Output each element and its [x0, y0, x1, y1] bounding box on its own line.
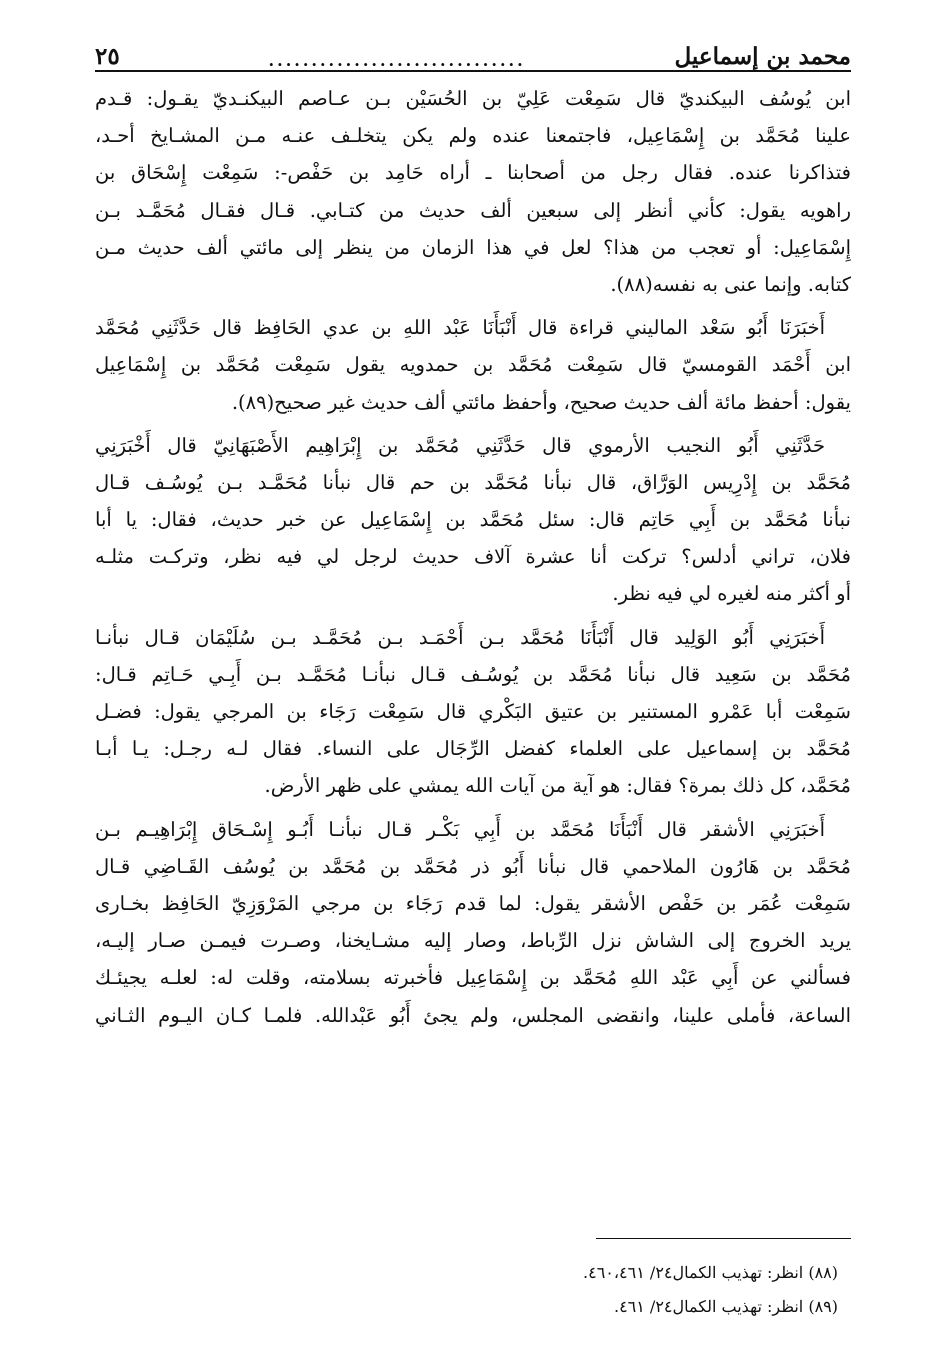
page-header — [95, 30, 851, 72]
text-line: فسألني عن أَبِي عَبْد اللهِ مُحَمَّد بن إِسْمَاعِيل فأخبرته بسلامته، وقلت له: لعلـه يجيئـك — [95, 966, 851, 990]
footnotes — [95, 1256, 838, 1324]
text-line: مُحَمَّد بن سَعِيد قال نبأنا مُحَمَّد بن يُوسُـف قـال نبأنـا مُحَمَّـد بـن أَبِـي حَـاتِم قـال: — [95, 662, 851, 686]
header-leader-dots: .............................. — [268, 51, 526, 70]
text-line: نبأنا مُحَمَّد بن أَبِي حَاتِم قال: سئل مُحَمَّد بن إِسْمَاعِيل عن خبر حديث، فقال: يا أبا — [95, 508, 851, 532]
running-title: محمد بن إسماعيل — [674, 43, 851, 70]
paragraph — [95, 811, 851, 1034]
paragraph — [95, 427, 851, 613]
text-line: يقول: أحفظ مائة ألف حديث صحيح، وأحفظ مائتي ألف حديث غير صحيح(٨٩). — [231, 390, 851, 414]
footnote: (٨٨) انظر: تهذيب الكمال٢٤/ ٤٦٠،٤٦١. — [583, 1263, 838, 1282]
text-line: سَمِعْت أبا عَمْرو المستنير بن عتيق البَكْري قال سَمِعْت رَجَاء بن المرجي يقول: فضـل — [95, 700, 851, 723]
text-line: ابن أَحْمَد القومسيّ قال سَمِعْت مُحَمَّد بن حمدويه يقول سَمِعْت مُحَمَّد بن إِسْمَاعِيل — [95, 353, 851, 377]
text-line: راهويه يقول: كأني أنظر إلى سبعين ألف حديث من كتـابي. قـال فقـال مُحَمَّـد بـن — [95, 198, 851, 222]
text-line: مُحَمَّد، كل ذلك بمرة؟ فقال: هو آية من آيات الله يمشي على ظهر الأرض. — [264, 774, 851, 798]
text-line: كتابه. وإنما عنى به نفسه(٨٨). — [610, 272, 851, 296]
text-line: حَدَّثَنِي أَبُو النجيب الأرموي قال حَدَّثَنِي مُحَمَّد بن إِبْرَاهِيم الأَصْبَهَانِيّ قال أَخْبَرَنِي — [95, 433, 825, 457]
text-line: فلان، تراني أدلس؟ تركت أنا عشرة آلاف حديث لرجل لي فيه نظر، وتركـت مثلـه — [95, 545, 851, 569]
text-line: علينا مُحَمَّد بن إِسْمَاعِيل، فاجتمعنا عنده ولم يكن يتخلـف عنـه مـن المشـايخ أحـد، — [95, 124, 851, 148]
text-line: أَخبَرَنِي الأشقر قال أَنْبَأَنَا مُحَمَّد بن أَبِي بَكْـر قـال نبأنـا أَبُـو إِسْـحَاق إِبْرَاهِيـم بـن — [95, 817, 825, 841]
text-line: إِسْمَاعِيل: أو تعجب من هذا؟ لعل في هذا الزمان من ينظر إلى مائتي ألف حديث مـن — [95, 235, 851, 259]
body-text — [95, 80, 851, 1034]
footnote-separator — [596, 1238, 851, 1239]
text-line: الساعة، فأملى علينا، وانقضى المجلس، ولم يجئ أَبُو عَبْدالله. فلمـا كـان اليـوم الثـاني — [95, 1003, 851, 1027]
text-line: أَخبَرَنِي أَبُو الوَلِيد قال أَنْبَأَنَا مُحَمَّد بـن أَحْمَـد بـن مُحَمَّـد بـن سُلَيْمَان قـال نبأنـا — [95, 625, 825, 649]
text-line: أَخبَرَنَا أَبُو سَعْد الماليني قراءة قال أَنْبَأَنَا عَبْد اللهِ بن عدي الحَافِظ قال حَدَّثَنِي مُحَمَّد — [95, 316, 825, 340]
text-line: سَمِعْت عُمَر بن حَفْص الأشقر يقول: لما قدم رَجَاء بن مرجي المَرْوَزِيّ الحَافِظ بخـارى — [95, 891, 851, 915]
text-line: ابن يُوسُف البيكنديّ قال سَمِعْت عَلِيّ بن الحُسَيْن بـن عـاصم البيكنـديّ يقـول: قـدم — [95, 87, 851, 110]
page-number: ٢٥ — [95, 43, 120, 70]
text-line: فتذاكرنا عنده. فقال رجل من أصحابنا ـ أراه حَامِد بن حَفْص-: سَمِعْت إِسْحَاق بن — [95, 161, 851, 185]
text-line: مُحَمَّد بن إِدْرِيس الوَرَّاق، قال نبأنا مُحَمَّد بن حم قال نبأنا مُحَمَّـد بـن يُوسُـف قـال — [95, 470, 851, 494]
text-line: مُحَمَّد بن هَارُون الملاحمي قال نبأنا أَبُو ذر مُحَمَّد بن مُحَمَّد بن يُوسُف القَـاضِي قـال — [95, 854, 851, 878]
text-line: مُحَمَّد بن إسماعيل على العلماء كفضل الرِّجَال على النساء. فقال لـه رجـل: يـا أبـا — [95, 737, 851, 761]
paragraph — [95, 309, 851, 421]
paragraph — [95, 80, 851, 303]
paragraph — [95, 619, 851, 805]
footnote: (٨٩) انظر: تهذيب الكمال٢٤/ ٤٦١. — [613, 1297, 838, 1316]
text-line: أو أكثر منه لغيره لي فيه نظر. — [612, 582, 851, 606]
text-line: يريد الخروج إلى الشاش نزل الرِّباط، وصار إليه مشـايخنا، وصـرت فيمـن صـار إليـه، — [95, 929, 851, 953]
